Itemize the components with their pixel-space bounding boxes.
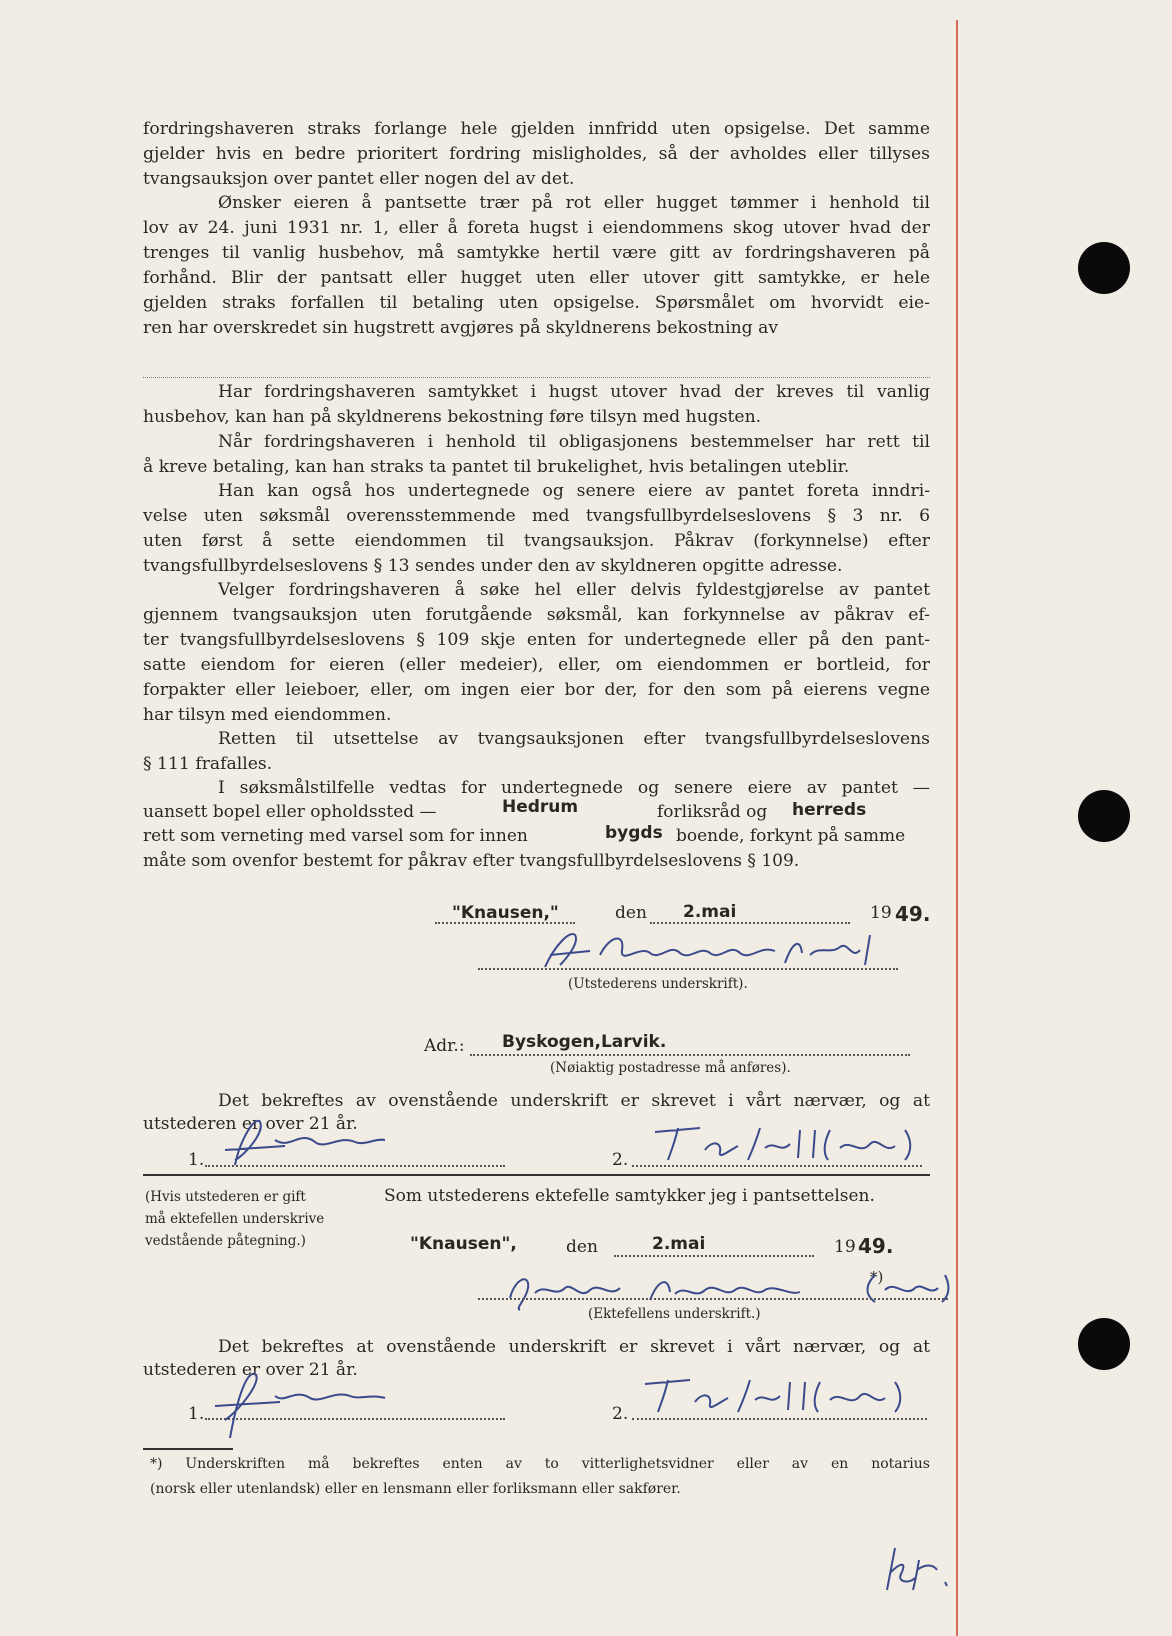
text-line: I søksmålstilfelle vedtas for undertegnede og senere eiere av pantet — xyxy=(218,778,930,798)
address-label: Adr.: xyxy=(424,1036,465,1056)
witness-label-2: 2. xyxy=(612,1150,629,1170)
year-prefix: 19 xyxy=(834,1237,856,1257)
dotted-fill-line xyxy=(650,902,850,924)
text-line: Han kan også hos undertegnede og senere eiere av pantet foreta inndri- xyxy=(218,481,930,501)
address-dotted-line xyxy=(470,1054,910,1056)
address-caption: (Nøiaktig postadresse må anføres). xyxy=(550,1060,791,1076)
spouse-asterisk: *) xyxy=(870,1268,884,1286)
footnote-rule xyxy=(143,1448,233,1450)
dotted-fill-line xyxy=(614,1234,814,1257)
text-line: ter tvangsfullbyrdelseslovens § 109 skje enten for undertegnede eller på den pant- xyxy=(143,630,930,650)
spouse-place: "Knausen", xyxy=(410,1234,517,1254)
text-line: Velger fordringshaveren å søke hel eller delvis fyldestgjørelse av pantet xyxy=(218,580,930,600)
den-label: den xyxy=(615,903,647,923)
text-line: Når fordringshaveren i henhold til obligasjonens bestemmelser har rett til xyxy=(218,432,930,452)
footnote-line: *) Underskriften må bekreftes enten av to vitterlighetsvidner eller av en notarius xyxy=(150,1456,930,1472)
witness-dotted-line xyxy=(632,1165,922,1167)
text-line: forpakter eller leieboer, eller, om ingen eier bor der, for den som på eierens vegne xyxy=(143,680,930,700)
text-line: ren har overskredet sin hugstrett avgjøres på skyldnerens bekostning av xyxy=(143,318,779,338)
witness-label-1: 1. xyxy=(188,1404,205,1424)
signature-caption: (Utstederens underskrift). xyxy=(568,976,748,992)
witness-signature-2 xyxy=(650,1120,920,1165)
binder-hole xyxy=(1078,790,1130,842)
text-line: fordringshaveren straks forlange hele gjelden innfridd uten opsigelse. Det samme xyxy=(143,119,930,139)
text-line: gjelder hvis en bedre prioritert fordring misligholdes, så der avholdes eller tillyses xyxy=(143,144,930,164)
handwritten-fill: Hedrum xyxy=(502,797,579,817)
text-fragment: rett som verneting med varsel som for innen xyxy=(143,826,528,846)
den-label: den xyxy=(566,1237,598,1257)
spouse-date: 2.mai xyxy=(652,1234,706,1254)
footnote-line: (norsk eller utenlandsk) eller en lensmann eller forliksmann eller sakfører. xyxy=(150,1481,681,1497)
signature-caption: (Ektefellens underskrift.) xyxy=(588,1306,761,1322)
signature-dotted-line xyxy=(478,1298,948,1300)
text-line: forhånd. Blir der pantsatt eller hugget uten eller utover gitt samtykke, er hele xyxy=(143,268,930,288)
text-fragment: måte som ovenfor bestemt for påkrav efter tvangsfullbyrdelseslovens § 109. xyxy=(143,851,800,871)
issuer-place: "Knausen," xyxy=(452,903,559,923)
text-line: Det bekreftes av ovenstående underskrift er skrevet i vårt nærvær, og at xyxy=(218,1091,930,1111)
witness-signature-1 xyxy=(185,1360,425,1440)
dotted-separator xyxy=(143,377,930,378)
text-fragment: uansett bopel eller opholdssted — xyxy=(143,802,437,822)
witness-signature-1 xyxy=(205,1110,425,1170)
side-note-line: vedstående påtegning.) xyxy=(145,1233,306,1249)
witness-dotted-line xyxy=(632,1418,927,1420)
text-line: § 111 frafalles. xyxy=(143,754,273,774)
text-line: tvangsfullbyrdelseslovens § 13 sendes under den av skyldneren opgitte adresse. xyxy=(143,556,843,576)
text-line: velse uten søksmål overensstemmende med tvangsfullbyrdelseslovens § 3 nr. 6 xyxy=(143,506,930,526)
binder-hole xyxy=(1078,1318,1130,1370)
text-fragment: forliksråd og xyxy=(657,802,768,822)
text-line: uten først å sette eiendommen til tvangsauksjon. Påkrav (forkynnelse) efter xyxy=(143,531,930,551)
text-line: Ønsker eieren å pantsette trær på rot eller hugget tømmer i henhold til xyxy=(218,193,930,213)
text-line: Det bekreftes at ovenstående underskrift er skrevet i vårt nærvær, og at xyxy=(218,1337,930,1357)
binder-hole xyxy=(1078,242,1130,294)
issuer-address: Byskogen,Larvik. xyxy=(502,1032,667,1052)
witness-label-1: 1. xyxy=(188,1150,205,1170)
witness-label-2: 2. xyxy=(612,1404,629,1424)
text-line: gjelden straks forfallen til betaling uten opsigelse. Spørsmålet om hvorvidt eie- xyxy=(143,293,930,313)
year-prefix: 19 xyxy=(870,903,892,923)
margin-line xyxy=(956,20,958,1636)
spouse-consent-text: Som utstederens ektefelle samtykker jeg i pantsettelsen. xyxy=(384,1186,875,1206)
issuer-date: 2.mai xyxy=(683,902,737,922)
year-suffix: 49. xyxy=(858,1234,894,1258)
text-line: Retten til utsettelse av tvangsauksjonen efter tvangsfullbyrdelseslovens xyxy=(218,729,930,749)
text-line: utstederen er over 21 år. xyxy=(143,1114,358,1134)
witness-signature-2 xyxy=(640,1372,910,1417)
side-note-line: må ektefellen underskrive xyxy=(145,1211,325,1227)
handwritten-fill: herreds xyxy=(792,800,867,820)
text-line: gjennem tvangsauksjon uten forutgående søksmål, kan forkynnelse av påkrav ef- xyxy=(143,605,930,625)
signature-dotted-line xyxy=(478,968,898,970)
text-line: utstederen er over 21 år. xyxy=(143,1360,358,1380)
text-line: trenges til vanlig husbehov, må samtykke hertil være gitt av fordringshaveren på xyxy=(143,243,930,263)
year-suffix: 49. xyxy=(895,902,931,926)
text-line: tvangsauksjon over pantet eller nogen del av det. xyxy=(143,169,575,189)
text-fragment: boende, forkynt på samme xyxy=(676,826,906,846)
handwritten-fill: bygds xyxy=(605,823,663,843)
initials-mark xyxy=(875,1540,955,1600)
text-line: husbehov, kan han på skyldnerens bekostning føre tilsyn med hugsten. xyxy=(143,407,762,427)
text-line: lov av 24. juni 1931 nr. 1, eller å foreta hugst i eiendommens skog utover hvad der xyxy=(143,218,930,238)
section-rule xyxy=(143,1174,930,1176)
text-line: å kreve betaling, kan han straks ta pantet til brukelighet, hvis betalingen uteblir. xyxy=(143,457,850,477)
text-line: har tilsyn med eiendommen. xyxy=(143,705,392,725)
text-line: Har fordringshaveren samtykket i hugst utover hvad der kreves til vanlig xyxy=(218,382,930,402)
text-line: satte eiendom for eieren (eller medeier), eller, om eiendommen er bortleid, for xyxy=(143,655,930,675)
side-note-line: (Hvis utstederen er gift xyxy=(145,1189,306,1205)
